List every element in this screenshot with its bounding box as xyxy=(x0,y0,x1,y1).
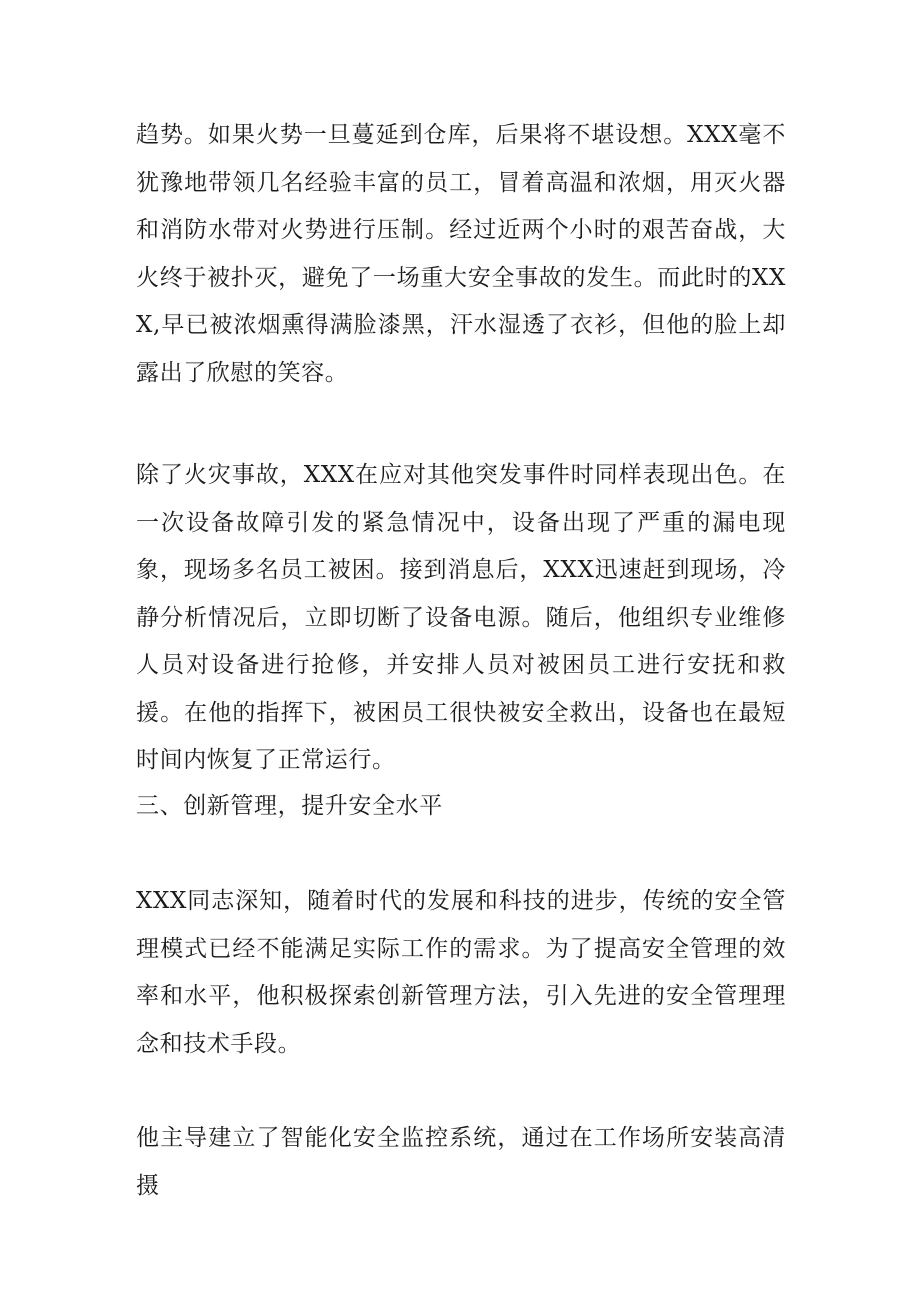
section-heading: 三、创新管理，提升安全水平 xyxy=(136,793,443,819)
body-paragraph-monitoring-system: 他主导建立了智能化安全监控系统，通过在工作场所安装高清摄 xyxy=(136,1125,786,1199)
body-paragraph-fire-suppression: 趋势。如果火势一旦蔓延到仓库，后果将不堪设想。XXX毫不犹豫地带领几名经验丰富的员工，冒着高温和浓烟，用灭火器和消防水带对火势进行压制。经过近两个小时的艰苦奋战，大火终于被扑灭，避免了一场重大安全事故的发生。而此时的XXX,早已被浓烟熏得满脸漆黑，汗水湿透了衣衫，但他的脸上却露出了欣慰的笑容。 xyxy=(136,122,786,386)
body-paragraph-innovation: XXX同志深知，随着时代的发展和科技的进步，传统的安全管理模式已经不能满足实际工作的需求。为了提高安全管理的效率和水平，他积极探索创新管理方法，引入先进的安全管理理念和技术手段。 xyxy=(136,888,786,1057)
body-paragraph-emergency-response: 除了火灾事故，XXX在应对其他突发事件时同样表现出色。在一次设备故障引发的紧急情况中，设备出现了严重的漏电现象，现场多名员工被困。接到消息后，XXX迅速赶到现场，冷静分析情况后，立即切断了设备电源。随后，他组织专业维修人员对设备进行抢修，并安排人员对被困员工进行安抚和救援。在他的指挥下，被困员工很快被安全救出，设备也在最短时间内恢复了正常运行。 xyxy=(136,462,786,773)
